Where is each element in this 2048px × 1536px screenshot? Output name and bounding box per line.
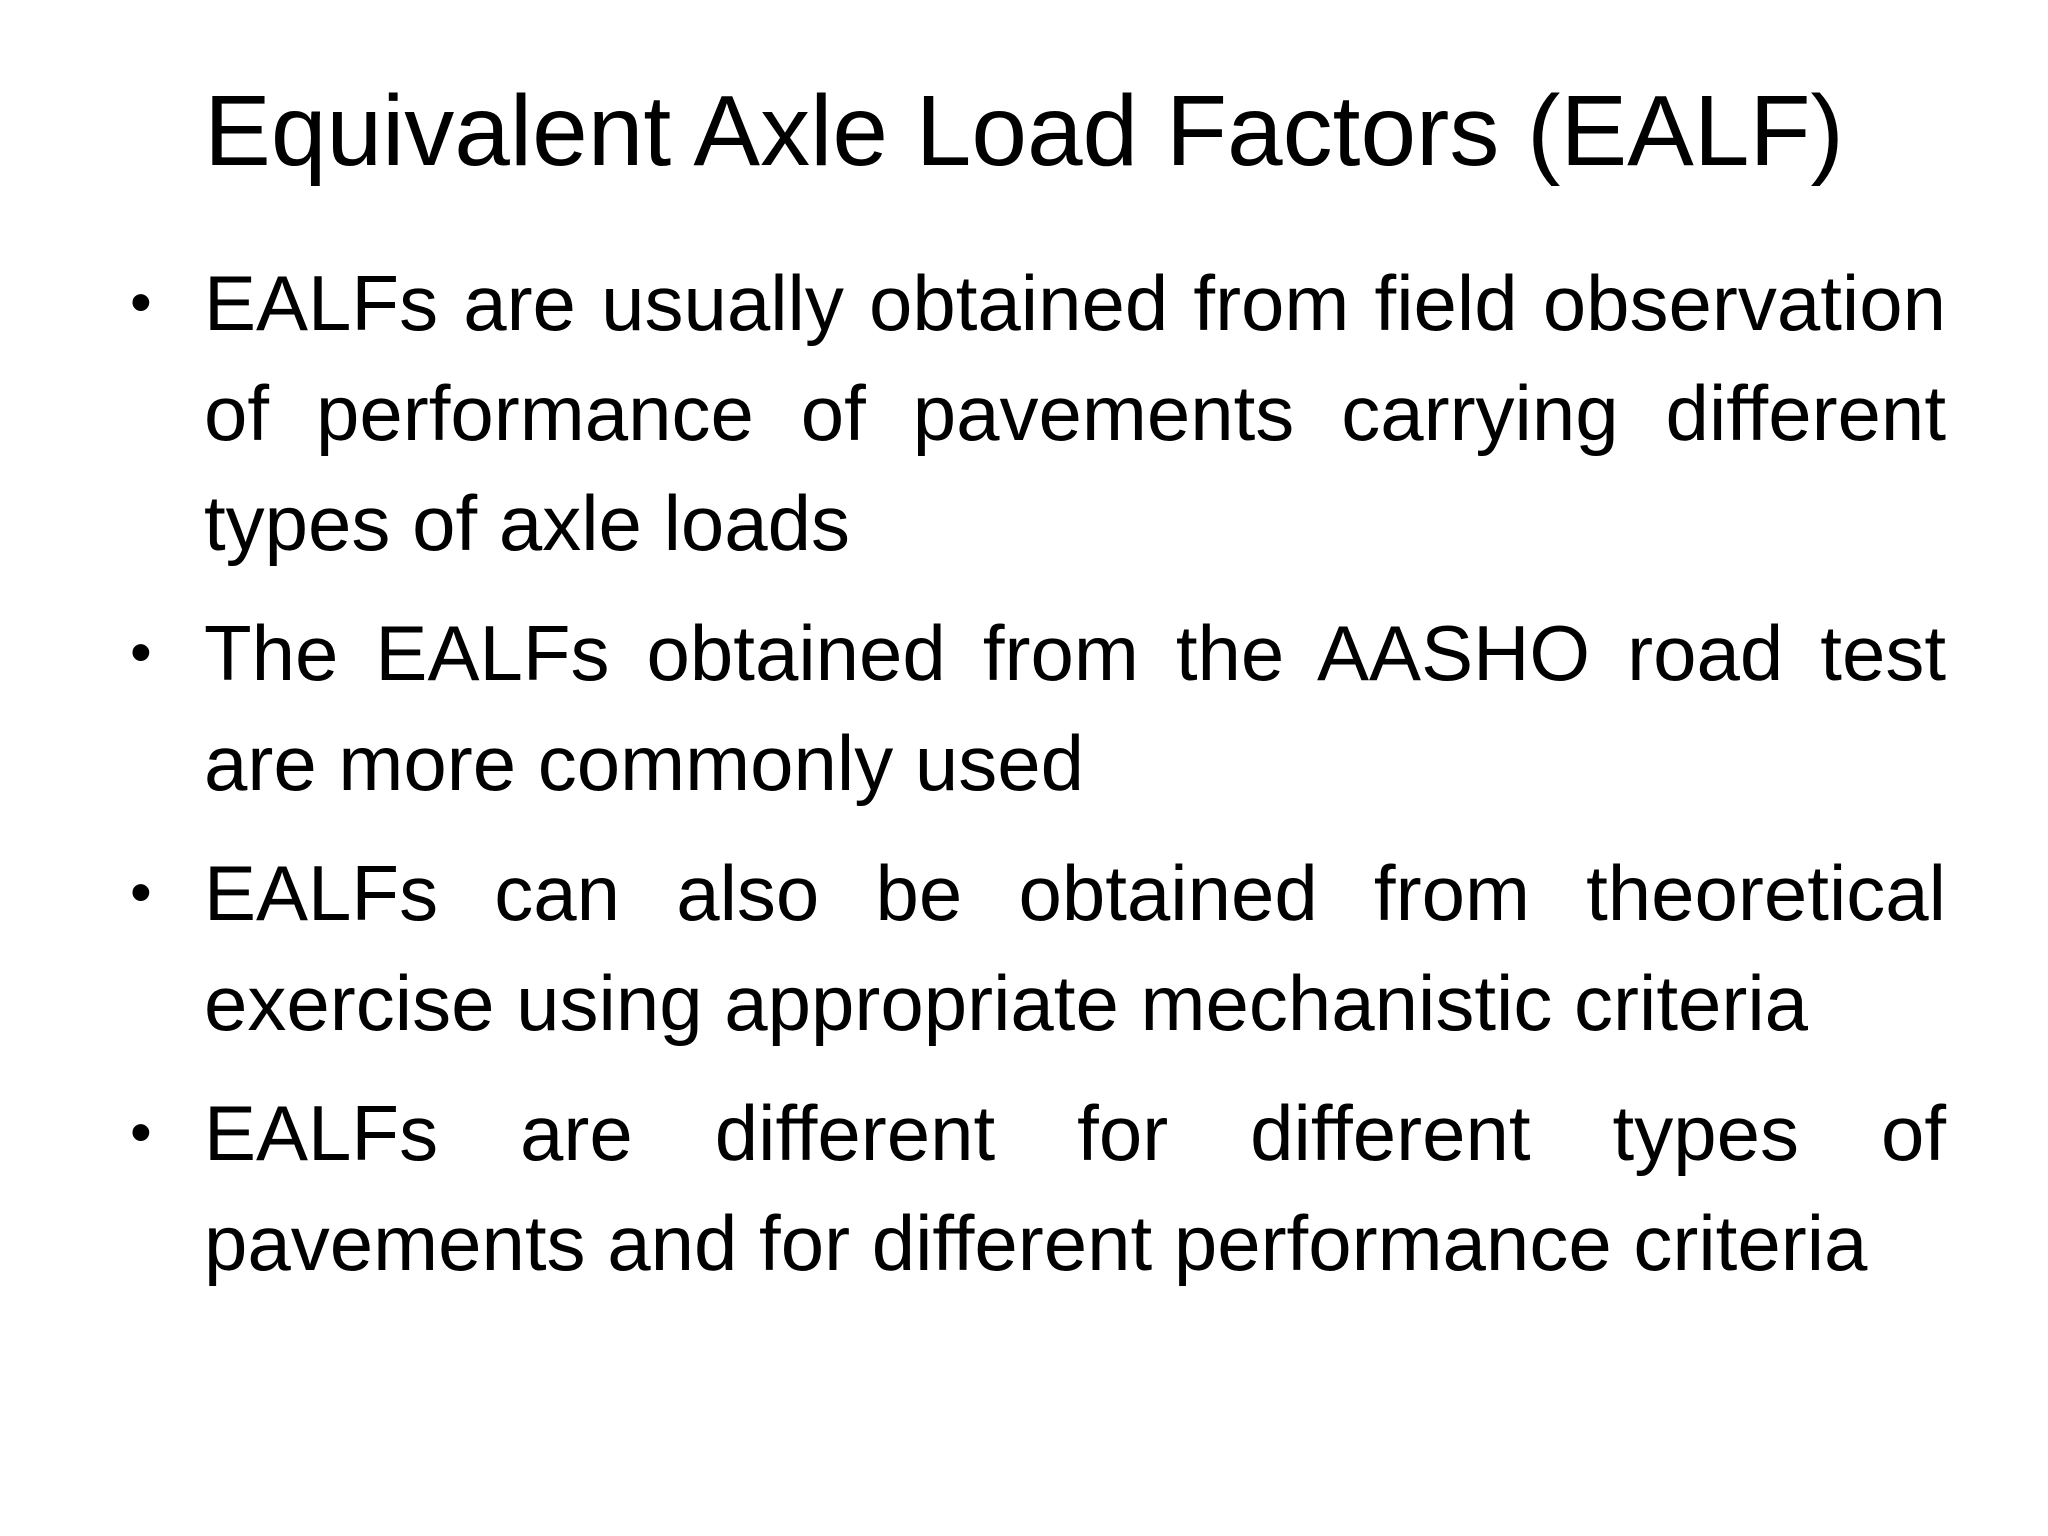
bullet-item <box>118 1078 1946 1298</box>
bullet-list <box>118 248 1946 1318</box>
bullet-dot-icon: • <box>130 1098 152 1167</box>
bullet-text: EALFs are different for different types of pavements and for different performance criteria <box>204 1089 1946 1287</box>
bullet-item <box>118 598 1946 818</box>
bullet-dot-icon: • <box>130 268 152 337</box>
bullet-item <box>118 838 1946 1058</box>
bullet-dot-icon: • <box>130 618 152 687</box>
bullet-dot-icon: • <box>130 858 152 927</box>
bullet-item <box>118 248 1946 578</box>
bullet-text: EALFs are usually obtained from field observation of performance of pavements carrying different types of axle loads <box>204 259 1946 567</box>
slide-title: Equivalent Axle Load Factors (EALF) <box>204 75 1844 187</box>
bullet-text: EALFs can also be obtained from theoretical exercise using appropriate mechanistic criteria <box>204 849 1946 1047</box>
bullet-text: The EALFs obtained from the AASHO road test are more commonly used <box>204 609 1946 807</box>
